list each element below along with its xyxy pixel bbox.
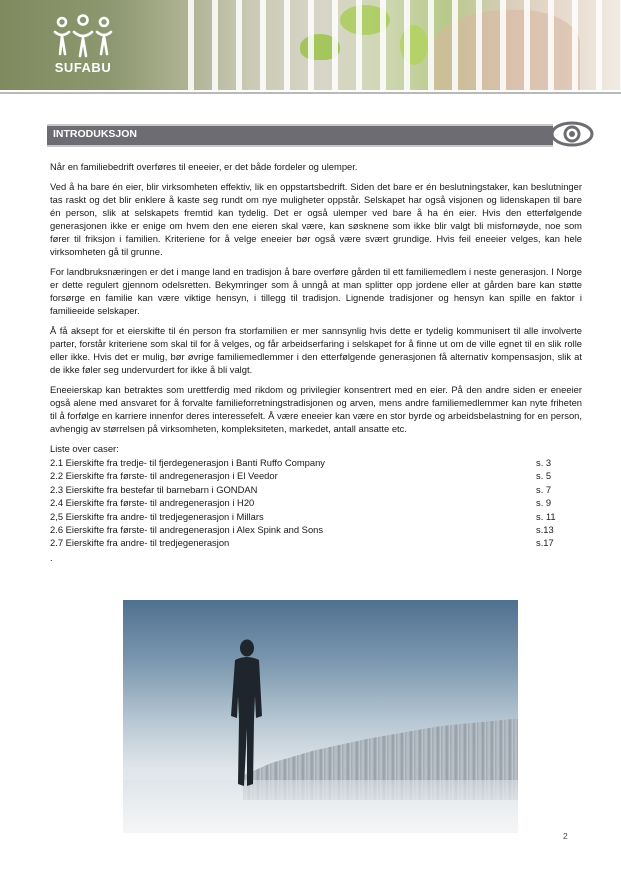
sufabu-logo xyxy=(48,14,118,76)
case-list-title: Liste over caser: xyxy=(50,443,119,454)
header-divider xyxy=(0,92,621,94)
banner-stripes xyxy=(170,0,621,90)
list-item xyxy=(50,536,582,549)
case-label: 2.2 Eierskifte fra første- til andregenerasjon i El Veedor xyxy=(50,470,278,482)
page-number: 2 xyxy=(563,831,568,841)
list-item xyxy=(50,483,582,496)
case-page: s. 9 xyxy=(536,497,552,509)
paragraph: Ved å ha bare én eier, blir virksomheten effektiv, lik en oppstartsbedrift. Siden det bare er én beslutningstaker, kan beslutninger tas raskt og det blir enklere å kaste seg rundt om nye muligheter oppstår. Selskapet har også visjonen og lidenskapen til bare én person, slik at selskapets fremtid kan tydelig. Det er også ulemper ved bare å ha én eier. Hvis den etterfølgende generasjonen ikke er enige om hvem den ene eieren skal være, kan søsknene som ikke blir valgt bli misfornøyde, noe som fører til friksjon i familien. Kriteriene for å velge eneeier bør også være svært grundige. Hvis feil eneeier velges, kan hele virksomheten gå til grunne. xyxy=(50,181,582,257)
case-label: 2.4 Eierskifte fra første- til andregenerasjon i H20 xyxy=(50,497,255,509)
case-page: s. 11 xyxy=(536,510,556,522)
section-title-bar xyxy=(47,124,553,147)
logo-wordmark: SUFABU xyxy=(54,60,112,75)
case-label: 2.3 Eierskifte fra bestefar til barnebarn i GONDAN xyxy=(50,483,258,495)
case-label: 2.7 Eierskifte fra andre- til tredjegenerasjon xyxy=(50,537,230,549)
list-item xyxy=(50,456,582,469)
list-item xyxy=(50,469,582,482)
case-list xyxy=(50,456,582,550)
paragraph: Når en familiebedrift overføres til eneeier, er det både fordeler og ulemper. xyxy=(50,161,358,172)
eye-icon xyxy=(550,119,594,149)
list-item xyxy=(50,523,582,536)
paragraph: Eneeierskap kan betraktes som urettferdig med rikdom og privilegier konsentrert med en eier. På den andre siden er eneeier også alene med ansvaret for å forvalte familieforretningstradisjonen og arven, mens andre familiemedlemmer kan nyte friheten til å forfølge en karriere innenfor deres interessefelt. Å være eneeier kan være en stor byrde og arbeidsbelastning for en person, avhengig av størrelsen på virksomheten, kompleksiteten, markedet, antall ansatte etc. xyxy=(50,384,582,434)
case-page: s.13 xyxy=(536,523,554,535)
list-item xyxy=(50,510,582,523)
trailing-mark: . xyxy=(50,551,53,563)
header-banner xyxy=(0,0,621,90)
case-label: 2.6 Eierskifte fra første- til andregenerasjon i Alex Spink and Sons xyxy=(50,523,324,535)
case-label: 2.1 Eierskifte fra tredje- til fjerdegenerasjon i Banti Ruffo Company xyxy=(50,457,325,468)
case-page: s. 3 xyxy=(536,457,552,468)
family-figures-icon xyxy=(52,14,114,58)
photo-floor xyxy=(123,780,518,833)
section-title: INTRODUKSJON xyxy=(53,128,138,140)
paragraph: Å få aksept for et eierskifte til én person fra storfamilien er mer sannsynlig hvis dette er tydelig kommunisert til alle involverte parter, forstår kriteriene som skal til for å velges, og får arbeidserfaring i selskapet for å finne ut om de ville egnet til en slik rolle eller ikke. Hvis det er mulig, bør øvrige familiemedlemmer i den etterfølgende generasjonen få alternativ kompensasjon, slik at de ikke føler seg undervurdert for ikke å bli valgt. xyxy=(50,325,582,375)
case-page: s.17 xyxy=(536,537,554,549)
businessman-figure xyxy=(227,638,267,788)
case-page: s. 5 xyxy=(536,470,552,482)
document-body xyxy=(50,160,582,564)
list-item xyxy=(50,496,582,509)
businessman-crowd-photo xyxy=(123,600,518,833)
case-page: s. 7 xyxy=(536,483,552,495)
case-label: 2,5 Eierskifte fra andre- til tredjegenerasjon i Millars xyxy=(50,510,264,522)
paragraph: For landbruksnæringen er det i mange land en tradisjon å bare overføre gården til ett familiemedlem i neste generasjon. I Norge er dette regulert gjennom odelsretten. Bekymringer som å unngå at man splitter opp jordene eller at gården bare kan støtte forsørge en familie kan være viktige hensyn, i tillegg til tradisjon. Lignende tradisjoner og hensyn kan spille en faktor i familieeide selskaper. xyxy=(50,266,582,316)
